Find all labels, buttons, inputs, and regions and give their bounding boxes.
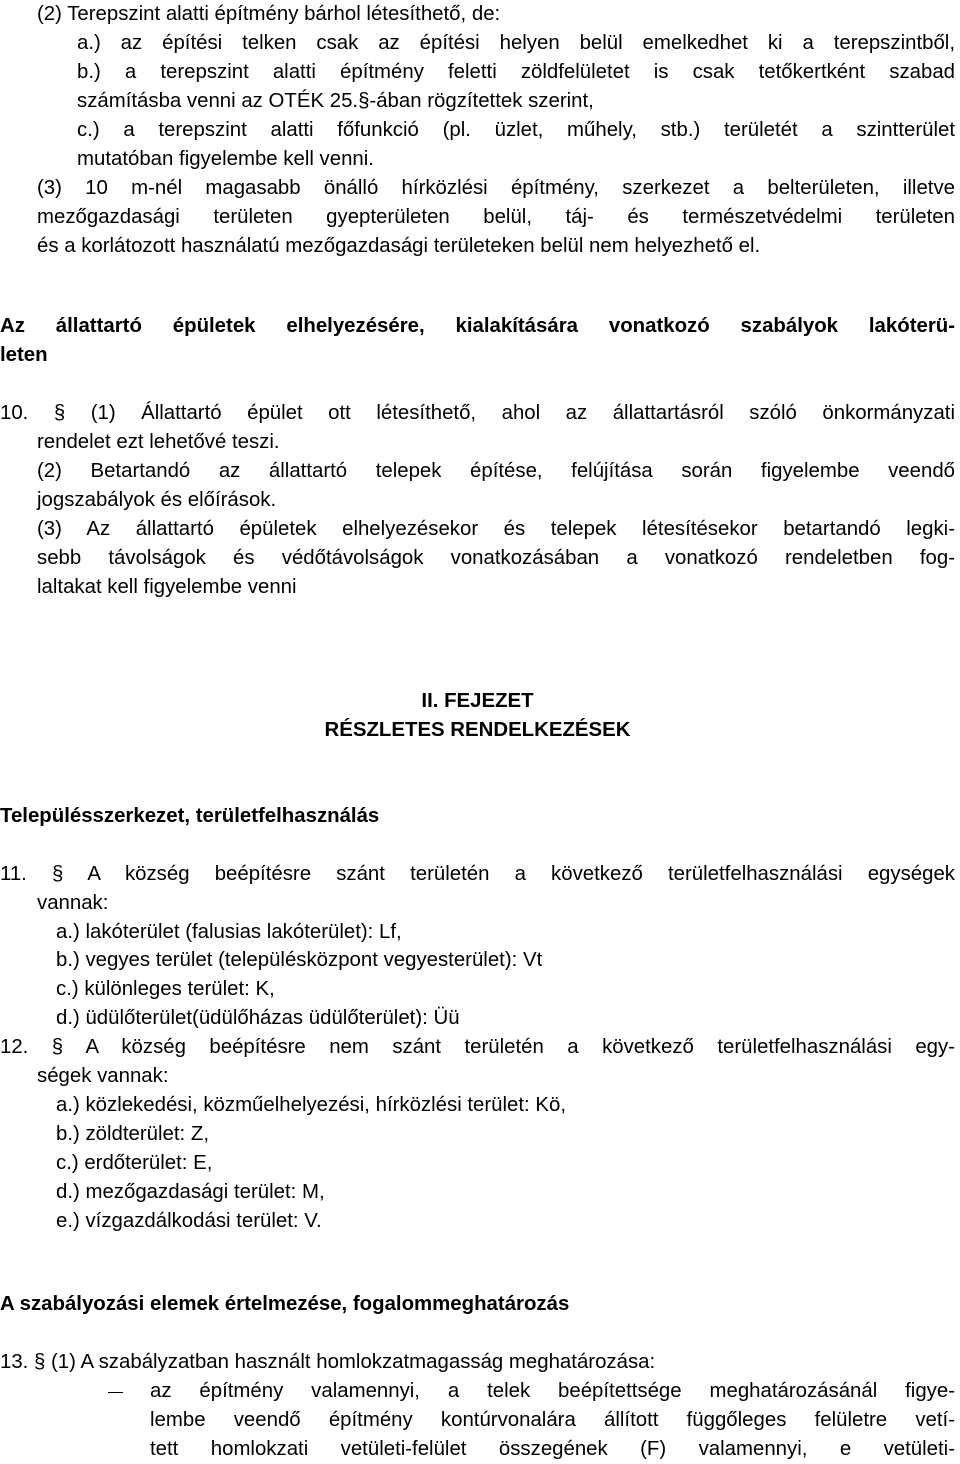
text-line: sebb távolságok és védőtávolságok vonatkozásában a vonatkozó rendeletben fog-: [37, 547, 955, 569]
text-line: jogszabályok és előírások.: [37, 489, 277, 511]
list-item: lembe veendő építmény kontúrvonalára állított függőleges felületre vetí-: [150, 1409, 955, 1431]
section-heading: Településszerkezet, területfelhasználás: [0, 805, 380, 827]
list-item: a.) lakóterület (falusias lakóterület): Lf,: [56, 921, 402, 943]
text-line: ségek vannak:: [37, 1065, 169, 1087]
text-line: b.) a terepszint alatti építmény feletti zöldfelületet is csak tetőkertként szabad: [77, 61, 955, 83]
list-item: e.) vízgazdálkodási terület: V.: [56, 1210, 322, 1232]
text-line: laltakat kell figyelembe venni: [37, 576, 297, 598]
text-line: (3) 10 m-nél magasabb önálló hírközlési építmény, szerkezet a belterületen, illetve: [37, 177, 955, 199]
dash-bullet: [108, 1392, 123, 1393]
chapter-title: RÉSZLETES RENDELKEZÉSEK: [324, 719, 631, 741]
list-item: tett homlokzati vetületi-felület összegének (F) valamennyi, e vetületi-: [150, 1438, 955, 1460]
text-line: 13. § (1) A szabályzatban használt homlokzatmagasság meghatározása:: [0, 1351, 656, 1373]
text-line: számításba venni az OTÉK 25.§-ában rögzítettek szerint,: [77, 90, 594, 112]
section-heading: leten: [0, 344, 48, 366]
section-heading: A szabályozási elemek értelmezése, fogalommeghatározás: [0, 1293, 570, 1315]
list-item: d.) üdülőterület(üdülőházas üdülőterület): Üü: [56, 1007, 460, 1029]
text-line: c.) a terepszint alatti főfunkció (pl. üzlet, műhely, stb.) területét a szintterület: [77, 119, 955, 141]
list-item: b.) vegyes terület (településközpont vegyesterület): Vt: [56, 949, 543, 971]
text-line: vannak:: [37, 892, 109, 914]
text-line: a.) az építési telken csak az építési helyen belül emelkedhet ki a terepszintből,: [77, 32, 955, 54]
text-line: 10. § (1) Állattartó épület ott létesíthető, ahol az állattartásról szóló önkormányzati: [0, 402, 955, 424]
text-line: mezőgazdasági területen gyepterületen belül, táj- és természetvédelmi területen: [37, 206, 955, 228]
list-item: a.) közlekedési, közműelhelyezési, hírközlési terület: Kö,: [56, 1094, 566, 1116]
chapter-number: II. FEJEZET: [421, 690, 534, 712]
list-item: c.) erdőterület: E,: [56, 1152, 213, 1174]
text-line: 12. § A község beépítésre nem szánt területén a következő területfelhasználási egy-: [0, 1036, 955, 1058]
list-item: d.) mezőgazdasági terület: M,: [56, 1181, 325, 1203]
list-item: b.) zöldterület: Z,: [56, 1123, 209, 1145]
text-line: 11. § A község beépítésre szánt területén a következő területfelhasználási egységek: [0, 863, 955, 885]
list-item: c.) különleges terület: K,: [56, 978, 275, 1000]
text-line: (3) Az állattartó épületek elhelyezésekor és telepek létesítésekor betartandó legki-: [37, 518, 955, 540]
text-line: rendelet ezt lehetővé teszi.: [37, 431, 280, 453]
text-line: mutatóban figyelembe kell venni.: [77, 148, 374, 170]
list-item: az építmény valamennyi, a telek beépítettsége meghatározásánál figye-: [150, 1380, 955, 1402]
section-heading: Az állattartó épületek elhelyezésére, kialakítására vonatkozó szabályok lakóterü-: [0, 315, 955, 337]
text-line: és a korlátozott használatú mezőgazdasági területeken belül nem helyezhető el.: [37, 235, 761, 257]
text-line: (2) Terepszint alatti építmény bárhol létesíthető, de:: [37, 3, 501, 25]
text-line: (2) Betartandó az állattartó telepek építése, felújítása során figyelembe veendő: [37, 460, 955, 482]
